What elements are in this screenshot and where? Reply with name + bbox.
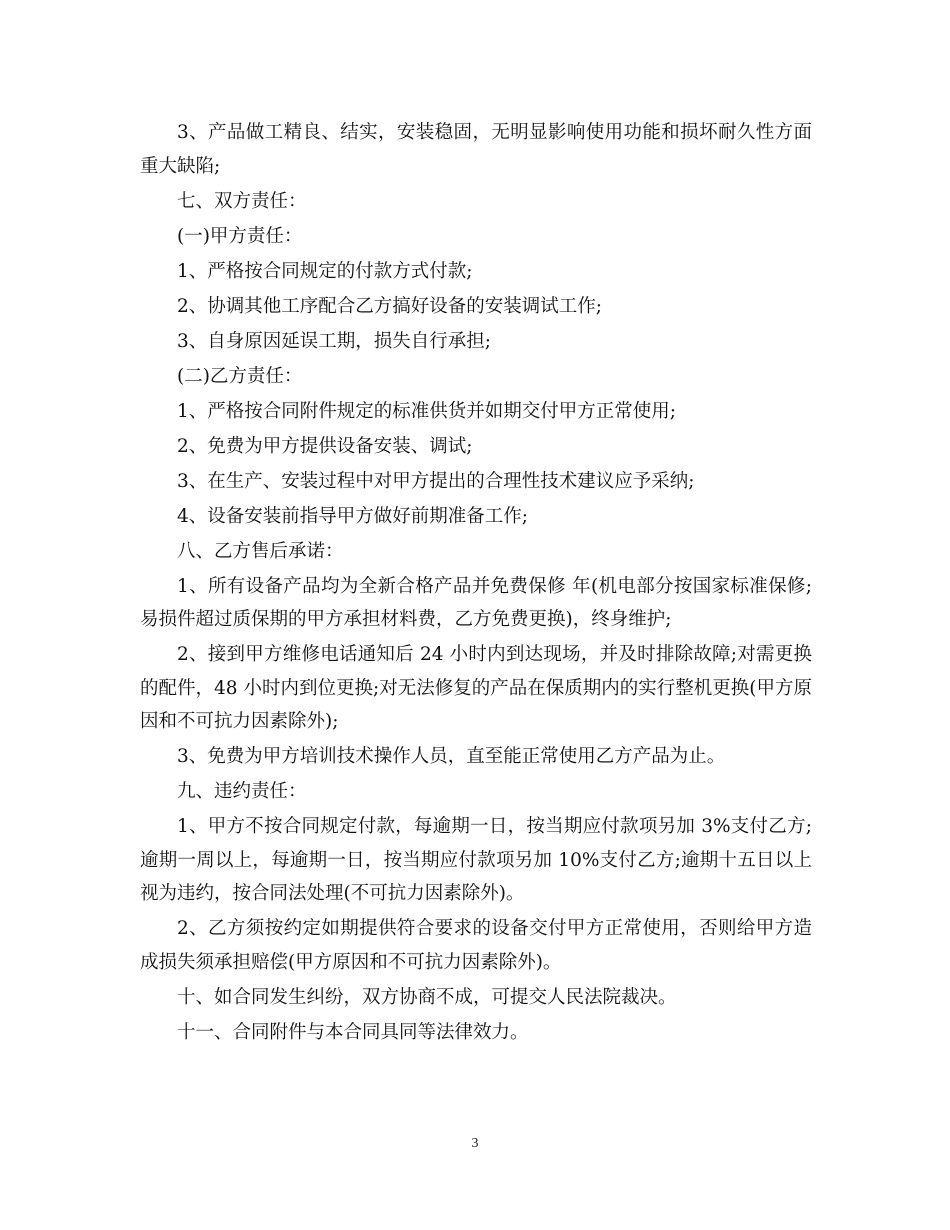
- paragraph-breach-2: 2、乙方须按约定如期提供符合要求的设备交付甲方正常使用，否则给甲方造成损失须承担赔偿(甲方原因和不可抗力因素除外)。: [140, 918, 812, 973]
- paragraph-quality-3: 3、产品做工精良、结实，安装稳固，无明显影响使用功能和损坏耐久性方面重大缺陷;: [140, 122, 812, 177]
- paragraph-after-sales-2: 2、接到甲方维修电话通知后 24 小时内到达现场，并及时排除故障;对需更换的配件，48 小时内到位更换;对无法修复的产品在保质期内的实行整机更换(甲方原因和不可抗力因素除外);: [140, 644, 812, 732]
- paragraph-party-b-4: 4、设备安装前指导甲方做好前期准备工作;: [177, 505, 529, 527]
- section-heading-10-disputes: 十、如合同发生纠纷，双方协商不成，可提交人民法院裁决。: [177, 986, 677, 1008]
- document-body: [140, 116, 812, 1051]
- paragraph-party-a-2: 2、协调其他工序配合乙方搞好设备的安装调试工作;: [177, 295, 603, 317]
- section-heading-9-breach: 九、违约责任：: [177, 781, 307, 802]
- section-heading-11-attachments: 十一、合同附件与本合同具同等法律效力。: [177, 1021, 529, 1043]
- paragraph-party-b-2: 2、免费为甲方提供设备安装、调试;: [177, 435, 473, 457]
- subheading-party-a: (一)甲方责任：: [177, 225, 303, 247]
- paragraph-party-a-1: 1、严格按合同规定的付款方式付款;: [177, 260, 473, 282]
- paragraph-after-sales-3: 3、免费为甲方培训技术操作人员，直至能正常使用乙方产品为止。: [177, 746, 726, 767]
- page-number: 3: [471, 1136, 479, 1151]
- paragraph-party-b-3: 3、在生产、安装过程中对甲方提出的合理性技术建议应予采纳;: [177, 470, 695, 492]
- subheading-party-b: (二)乙方责任：: [177, 365, 303, 387]
- paragraph-party-b-1: 1、严格按合同附件规定的标准供货并如期交付甲方正常使用;: [177, 400, 677, 422]
- paragraph-after-sales-1: 1、所有设备产品均为全新合格产品并免费保修 年(机电部分按国家标准保修;易损件超过质保期的甲方承担材料费，乙方免费更换)，终身维护;: [140, 575, 812, 630]
- section-heading-8-after-sales: 八、乙方售后承诺：: [177, 540, 344, 562]
- section-heading-7-responsibilities: 七、双方责任：: [177, 190, 307, 212]
- paragraph-breach-1: 1、甲方不按合同规定付款，每逾期一日，按当期应付款项另加 3%支付乙方;逾期一周以上，每逾期一日，按当期应付款项另加 10%支付乙方;逾期十五日以上视为违约，按合同法处理(不可抗力因素除外)。: [140, 816, 812, 904]
- paragraph-party-a-3: 3、自身原因延误工期，损失自行承担;: [177, 330, 492, 352]
